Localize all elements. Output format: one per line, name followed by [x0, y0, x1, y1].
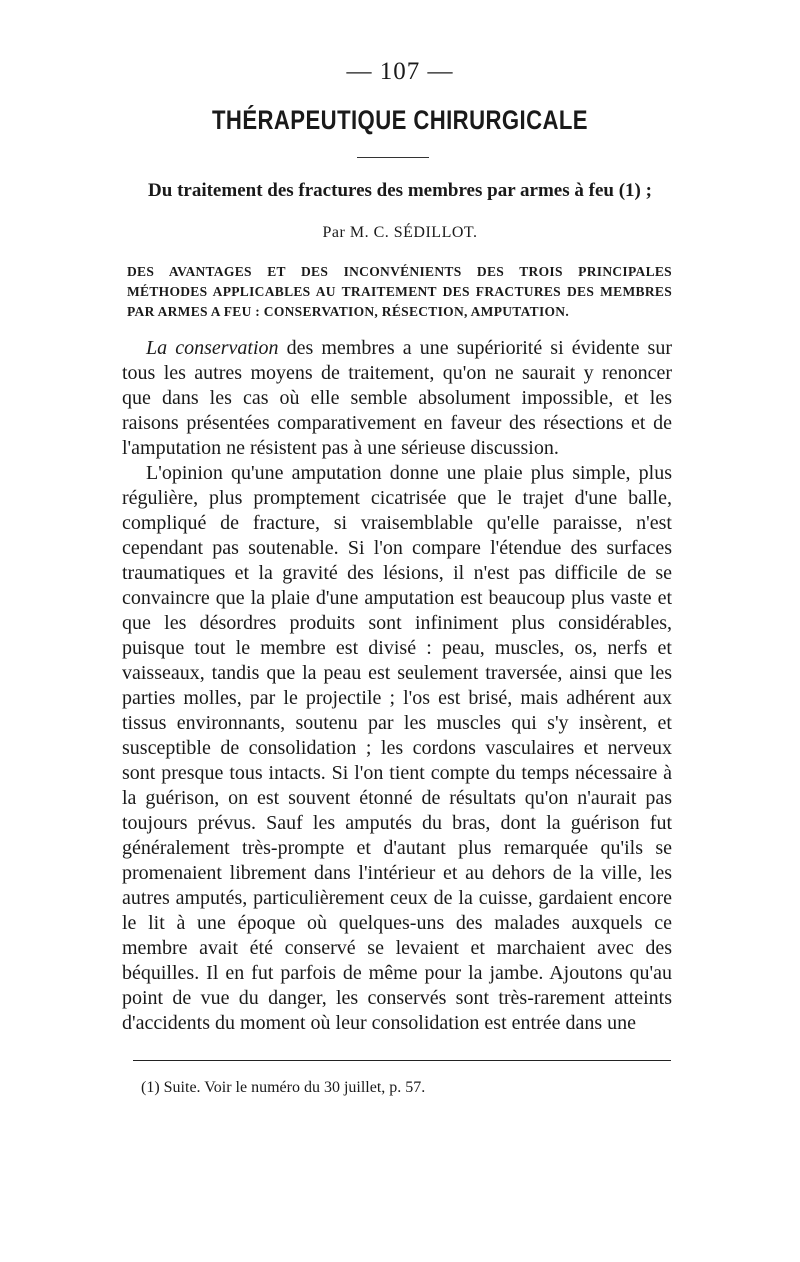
- article-title: Du traitement des fractures des membres par armes à feu (1) ;: [148, 180, 652, 201]
- footnote-divider: [133, 1060, 671, 1061]
- paragraph: [122, 336, 672, 461]
- footnote: (1) Suite. Voir le numéro du 30 juillet, p. 57.: [141, 1079, 426, 1096]
- article-body: [122, 336, 672, 1036]
- author-line: Par M. C. SÉDILLOT.: [322, 224, 478, 241]
- paragraph-text: des membres a une supériorité si évidente sur tous les autres moyens de traitement, qu'on ne saurait y renoncer que dans les cas où elle semble absolument impossible, et les raisons présentées comparativement en faveur des résections et de l'amputation ne résistent pas à une sérieuse discussion.: [122, 337, 673, 459]
- paragraph: L'opinion qu'une amputation donne une plaie plus simple, plus régulière, plus promptement cicatrisée que le trajet d'une balle, compliqué de fracture, si vraisemblable qu'elle paraisse, n'est cependant pas soutenable. Si l'on compare l'étendue des surfaces traumatiques et la gravité des lésions, il n'est pas difficile de se convaincre que la plaie d'une amputation est beaucoup plus vaste et que les désordres produits sont infiniment plus considérables, puisque tout le membre est divisé : peau, muscles, os, nerfs et vaisseaux, tandis que la peau est seulement traversée, ainsi que les parties molles, par le projectile ; l'os est brisé, mais adhérent aux tissus environnants, soutenu par les muscles qui s'y insèrent, et susceptible de consolidation ; les cordons vasculaires et nerveux sont presque tous intacts. Si l'on tient compte du temps nécessaire à la guérison, on est souvent étonné de résultats qu'on n'aurait pas toujours prévus. Sauf les amputés du bras, dont la guérison fut généralement très-prompte et d'autant plus remarquée qu'ils se promenaient librement dans l'intérieur et au dehors de la ville, les autres amputés, particulièrement ceux de la cuisse, gardaient encore le lit à une époque où quelques-uns des malades auxquels ce membre avait été conservé se levaient et marchaient avec des béquilles. Il en fut parfois de même pour la jambe. Ajoutons qu'au point de vue du danger, les conservés sont très-rarement atteints d'accidents du moment où leur consolidation est entrée dans une: [122, 462, 672, 1034]
- emphasis-conservation: La conservation: [146, 337, 279, 359]
- article-summary: DES AVANTAGES ET DES INCONVÉNIENTS DES TROIS PRINCIPALES MÉTHODES APPLICABLES AU TRAITEMENT DES FRACTURES DES MEMBRES PAR ARMES A FEU : CONSERVATION, RÉSECTION, AMPUTATION.: [127, 264, 672, 319]
- title-divider: [357, 157, 429, 158]
- page-number: — 107 —: [346, 58, 454, 85]
- section-title: THÉRAPEUTIQUE CHIRURGICALE: [212, 105, 588, 135]
